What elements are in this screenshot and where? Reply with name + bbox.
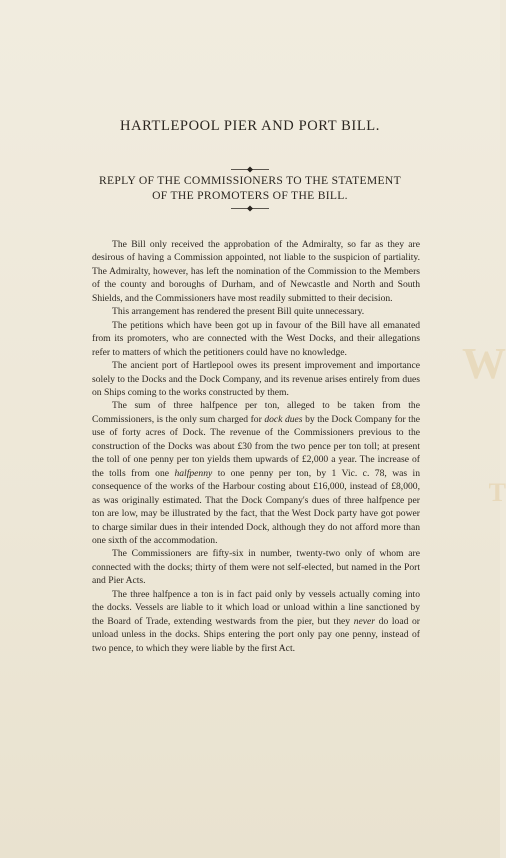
paragraph-arrangement: This arrangement has rendered the present Bill quite unnecessary. (112, 306, 365, 318)
paragraph-ancient-port: The ancient port of Hartlepool owes its present improvement and importance solely to the Docks and the Dock Company, and its revenue arises entirely from dues on Ships coming to the works constructed by them. (92, 360, 420, 398)
paragraph-three-halfpence (92, 588, 420, 655)
ornament-rule-bottom (231, 205, 269, 212)
text-span: by the Dock Company for the use of forty acres of Dock. The revenue of the Commissioners previous to the construction of the Docks was about £30 from the two pence per ton toll; at present the toll of one penny per ton yields them upwards of £2,000 a year. The increase of the tolls from one (92, 413, 420, 479)
text-span: The three halfpence a ton is in fact paid only by vessels actually coming into the docks. Vessels are liable to it which load or unload within a line sanctioned by the Board of Trade, extending westwards from the pier, but they (92, 588, 420, 627)
italic-span: dock dues (264, 413, 303, 425)
subtitle-line-2: OF THE PROMOTERS OF THE BILL. (152, 189, 348, 202)
document-title: HARTLEPOOL PIER AND PORT BILL. (120, 118, 380, 134)
paragraph-commissioners: The Commissioners are fifty-six in number, twenty-two only of whom are connected with the docks; thirty of them were not self-elected, but named in the Port and Pier Acts. (92, 548, 420, 587)
paragraph-dues (92, 399, 420, 547)
paragraph-admiralty: The Bill only received the approbation of the Admiralty, so far as they are desirous of having a Commission appointed, not liable to the suspicion of partiality. The Admiralty, however, has left the nomination of the Commission to the Members of the county and boroughs of Durham, and of Newcastle and North and South Shields, and the Commissioners have most readily submitted to their decision. (92, 239, 420, 304)
italic-span: halfpenny (174, 467, 213, 479)
paragraph-petitions: The petitions which have been got up in favour of the Bill have all emanated from its promoters, who are connected with the West Docks, and their allegations refer to matters of which the petitioners could have no knowledge. (92, 319, 420, 358)
document-subtitle (70, 173, 430, 203)
subtitle-line-1: REPLY OF THE COMMISSIONERS TO THE STATEMENT (99, 174, 401, 187)
text-span: do load or unload unless in the docks. Ships entering the port only pay one penny, instead of two pence, to which they were liable by the first Act. (92, 615, 420, 654)
text-span: to one penny per ton, by 1 Vic. c. 78, was in consequence of the works of the Harbour costing about £16,000, instead of £8,000, as was originally estimated. That the Dock Company's dues of three halfpence per ton are low, may be illustrated by the fact, that the West Dock party have got power to charge similar dues in their intended Dock, although they do not afford more than one sixth of the accommodation. (92, 467, 420, 546)
ornament-rule-top (231, 166, 269, 173)
italic-span: never (353, 615, 376, 627)
text-span: The sum of three halfpence per ton, alleged to be taken from the Commissioners, is the only sum charged for (92, 400, 420, 425)
document-body (92, 238, 420, 655)
show-through-bleed-1: W (462, 339, 506, 388)
show-through-bleed-2: T (488, 478, 506, 507)
